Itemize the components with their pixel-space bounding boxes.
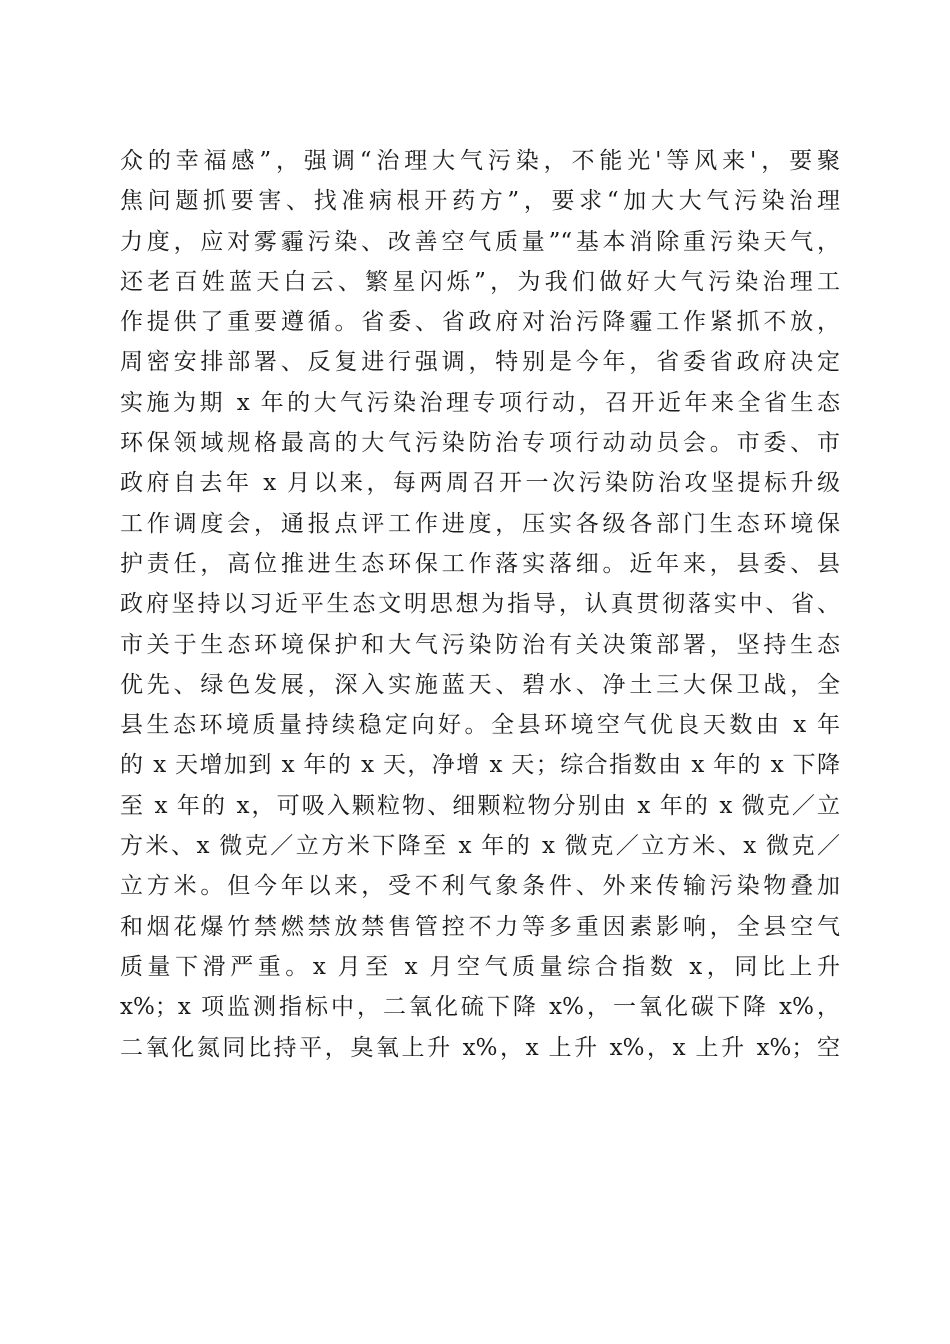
text-line: 政府坚持以习近平生态文明思想为指导，认真贯彻落实中、省、 [120,591,840,618]
text-line: 立方米。但今年以来，受不利气象条件、外来传输污染物叠加 [120,873,840,900]
text-line: 县生态环境质量持续稳定向好。全县环境空气优良天数由 x 年 [120,712,840,739]
text-line: 质量下滑严重。x 月至 x 月空气质量综合指数 x，同比上升 [120,953,840,980]
text-line: 和烟花爆竹禁燃禁放禁售管控不力等多重因素影响，全县空气 [120,913,840,940]
text-line: 优先、绿色发展，深入实施蓝天、碧水、净土三大保卫战，全 [120,671,840,698]
text-line: 众的幸福感”，强调“治理大气污染，不能光'等风来'，要聚 [120,148,840,174]
text-line: 至 x 年的 x，可吸入颗粒物、细颗粒物分别由 x 年的 x 微克／立 [120,792,840,819]
text-line: 工作调度会，通报点评工作进度，压实各级各部门生态环境保 [120,510,840,537]
text-line: 力度，应对雾霾污染、改善空气质量”“基本消除重污染天气， [120,228,840,255]
text-line: 作提供了重要遵循。省委、省政府对治污降霾工作紧抓不放， [120,309,840,336]
body-paragraph [120,141,840,1068]
text-line: 的 x 天增加到 x 年的 x 天，净增 x 天；综合指数由 x 年的 x 下降 [120,752,840,779]
text-line: 实施为期 x 年的大气污染治理专项行动，召开近年来全省生态 [120,389,840,416]
text-line: 方米、x 微克／立方米下降至 x 年的 x 微克／立方米、x 微克／ [120,833,840,860]
text-line: 市关于生态环境保护和大气污染防治有关决策部署，坚持生态 [120,631,840,658]
text-line: 护责任，高位推进生态环保工作落实落细。近年来，县委、县 [120,550,840,577]
text-line: 还老百姓蓝天白云、繁星闪烁”，为我们做好大气污染治理工 [120,268,840,295]
text-line: 周密安排部署、反复进行强调，特别是今年，省委省政府决定 [120,349,840,376]
text-line: x%；x 项监测指标中，二氧化硫下降 x%，一氧化碳下降 x%， [120,994,840,1021]
text-line: 焦问题抓要害、找准病根开药方”，要求“加大大气污染治理 [120,188,840,215]
text-line: 环保领域规格最高的大气污染防治专项行动动员会。市委、市 [120,430,840,457]
text-line: 政府自去年 x 月以来，每两周召开一次污染防治攻坚提标升级 [120,470,840,497]
text-line: 二氧化氮同比持平，臭氧上升 x%，x 上升 x%，x 上升 x%；空 [120,1034,840,1061]
